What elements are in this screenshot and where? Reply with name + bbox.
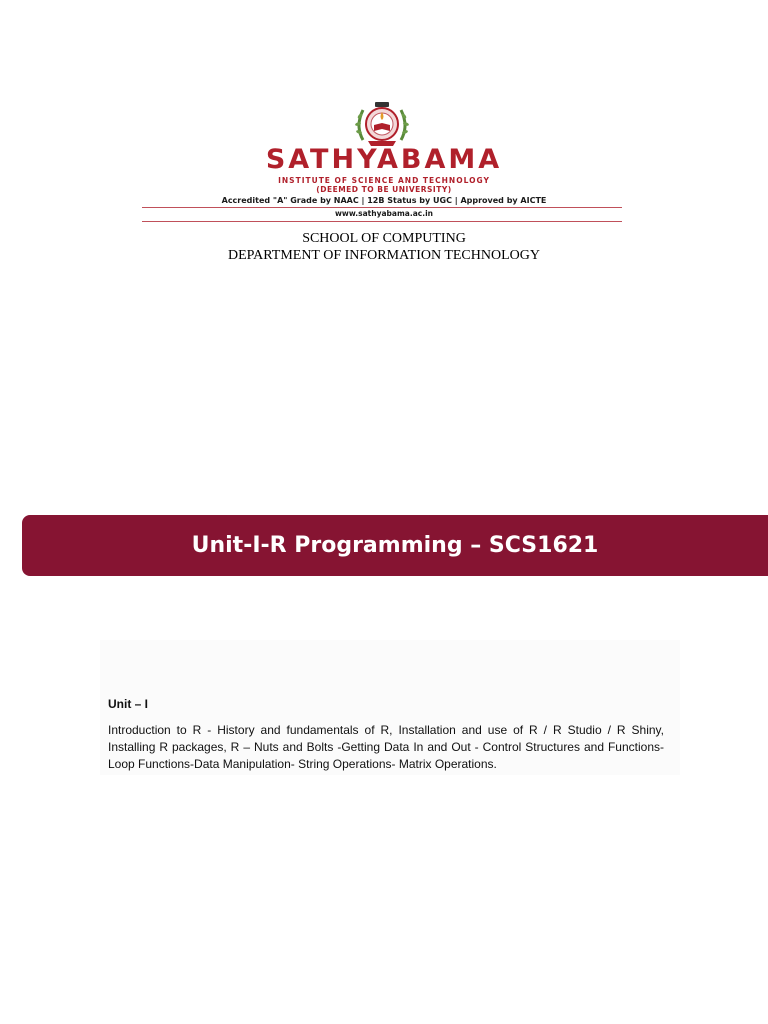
institution-subtitle: INSTITUTE OF SCIENCE AND TECHNOLOGY (278, 176, 490, 185)
accreditation-line: Accredited "A" Grade by NAAC | 12B Status by UGC | Approved by AICTE (221, 196, 547, 205)
header-divider-bottom (142, 221, 622, 222)
unit-description: Introduction to R - History and fundamentals of R, Installation and use of R / R Studio / R Shiny, Installing R packages, R – Nuts and Bolts -Getting Data In and Out - Control Structures and Functions-Loop Functions-Data Manipulation- String Operations- Matrix Operations. (108, 723, 664, 771)
unit-title: Unit-I-R Programming – SCS1621 (191, 533, 599, 558)
school-name: SCHOOL OF COMPUTING (302, 231, 466, 246)
deemed-university-line: (DEEMED TO BE UNIVERSITY) (316, 185, 452, 194)
header-divider-top (142, 207, 622, 208)
unit-heading: Unit – I (108, 697, 149, 711)
department-name: DEPARTMENT OF INFORMATION TECHNOLOGY (228, 248, 540, 263)
unit-title-banner (22, 515, 768, 576)
website-link[interactable]: www.sathyabama.ac.in (335, 209, 433, 218)
institution-name: SATHYABAMA (265, 144, 503, 175)
university-emblem-icon (351, 98, 413, 148)
